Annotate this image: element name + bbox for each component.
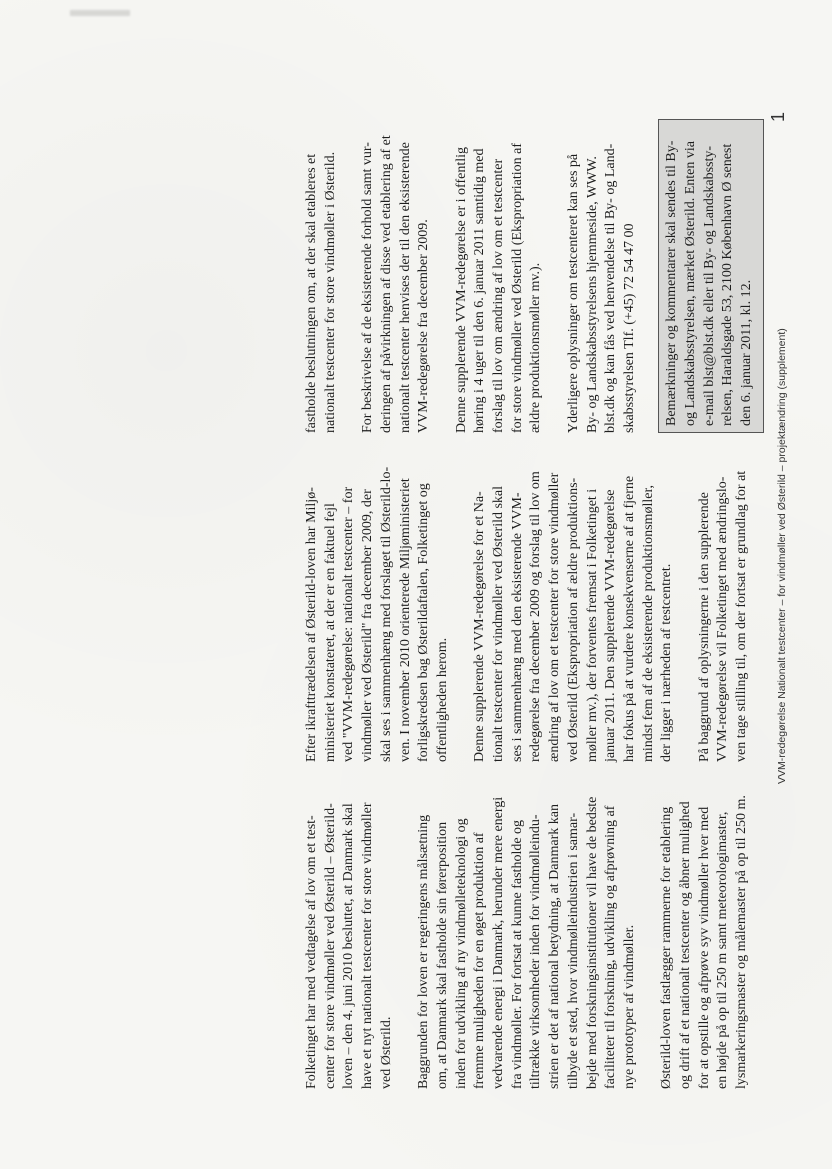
paragraph: fastholde beslutningen om, at der skal etableres et nationalt testcenter for store vindmøller i Østerild. [304,151,338,433]
text-column-1 [303,789,771,1089]
paragraph: Yderligere oplysninger om testcenteret kan ses på By- og Landskabsstyrelsens hjemmeside, WWW. blst.dk og kan fås ved henvendelse til By- og Land- skabsstyrelsen Tlf. (+45) 72 54 47 00 [565,143,637,433]
text-column-2 [303,462,771,762]
comments-notice-box: Bemærkninger og kommentarer skal sendes til By- og Landskabsstyrelsen, mærket Østerild. Enten via e-mail blst@blst.dk eller til By- og Landskabssty- relsen, Haraldsgade 53, 2100 København Ø senest den 6. januar 2011, kl. 12. [658,119,764,433]
paragraph: Folketinget har med vedtagelse af lov om et test- center for store vindmøller ved Østerild – Østerild- loven – den 4. juni 2010 besluttet, at Danmark skal have et nyt nationalt testcenter for store vindmøller ved Østerild. [304,802,394,1089]
paragraph: På baggrund af oplysningerne i den supplerende VVM-redegørelse vil Folketinget med ændringslo- ven tage stilling til, om der fortsat er grundlag for at [696,470,750,762]
paragraph: Denne supplerende VVM-redegørelse er i offentlig høring i 4 uger til den 6. januar 2011 samtidig med forslag til lov om ændring af lov om et testcenter for store vindmøller ved Østerild (Ekspropriation af ældre produktionsmøller mv.). [453,142,544,433]
page-footer: VVM-redegørelse Nationalt testcenter – for vindmøller ved Østerild – projektændring (supplement) [776,328,788,784]
paragraph: For beskrivelse af de eksisterende forhold samt vur- deringen af påvirkningen af disse ved etablering af et nationalt testcenter henvises der til den eksisterende VVM-redegørelse fra december 2009. [360,135,432,433]
page-number: 1 [768,111,788,122]
paragraph: Østerild-loven fastlægger rammerne for etablering og drift af et nationalt testcenter og åbner mulighed for at opstille og afprøve syv vindmøller hver med en højde på op til 250 m samt meteorologimaster, lysmarkeringsmaster og målemaster på op til 250 m. [659,795,750,1089]
paragraph: Baggrunden for loven er regeringens målsætning om, at Danmark skal fastholde sin førerposition inden for udvikling af ny vindmølleteknologi og fremme muligheden for en øget produktion af vedvarende energi i Danmark, herunder mere energi fra vindmøller. For fortsat at kunne fastholde og tiltrække virksomheder inden for vindmølleindu- strien er det af national betydning, at Danmark kan tilbyde et sted, hvor vindmølleindustrien i samar- bejde med forskningsinstitutioner vil have de bedste faciliteter til forskning, udvikling og afprøvning af nye prototyper af vindmøller. [416,796,637,1089]
text-column-3 [303,118,764,433]
paragraph: Denne supplerende VVM-redegørelse for et Na- tionalt testcenter for vindmøller ved Østerild skal ses i sammenhæng med den eksisterende VVM- redegørelse fra december 2009 og forslag til lov om ændring af lov om et testcenter for store vindmøller ved Østerild (Ekspropriation af ældre produktions- møller mv.), der forventes fremsat i Folketinget i januar 2011. Den supplerende VVM-redegørelse har fokus på at vurdere konsekvenserne af at fjerne mindst fem af de eksisterende produktionsmøller, der ligger i nærheden af testcentret. [472,471,675,762]
paragraph: Efter ikrafttrædelsen af Østerild-loven har Miljø- ministeriet konstateret, at der er en faktuel fejl ved "VVM-redegørelse: nationalt testcenter – for vindmøller ved Østerild" fra december 2009, der skal ses i sammenhæng med forslaget til Østerild-lo- ven. I november 2010 orienterede Miljøministeriet forligskredsen bag Østerildaftalen, Folketinget og offentligheden herom. [304,466,450,762]
